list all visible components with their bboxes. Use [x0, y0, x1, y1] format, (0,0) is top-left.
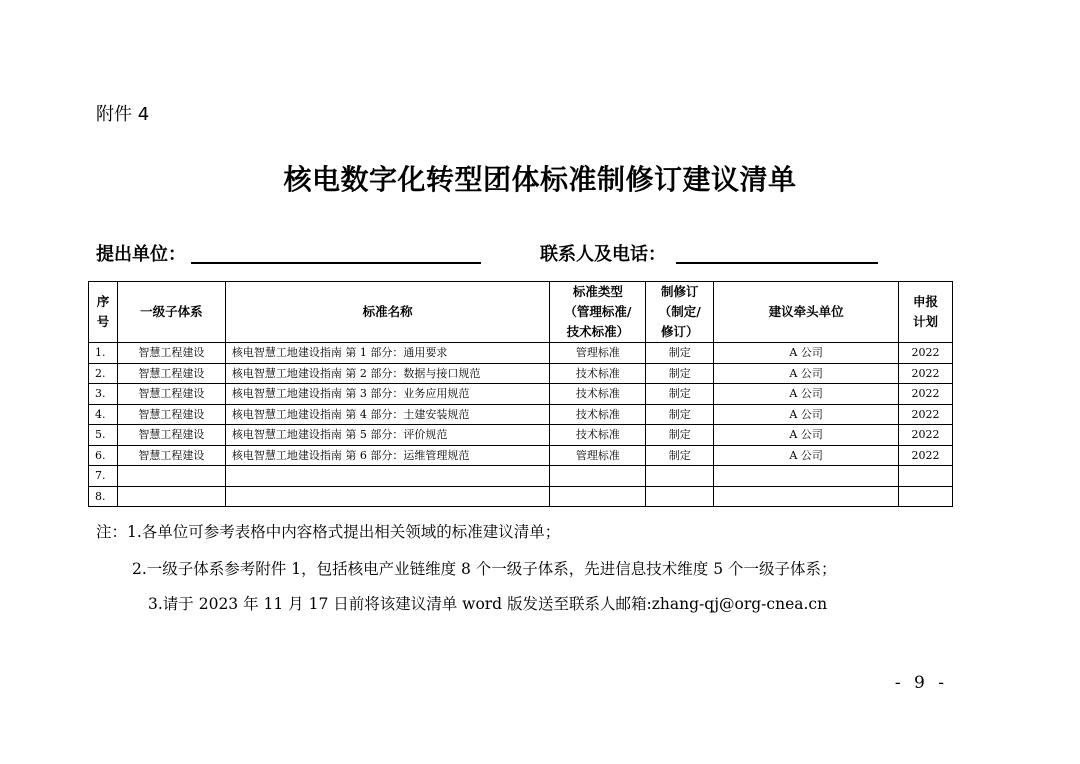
- cell-standard-type: 技术标准: [550, 425, 646, 446]
- cell-subsystem: 智慧工程建设: [117, 363, 225, 384]
- cell-revision: 制定: [646, 384, 714, 405]
- cell-seq: 8.: [89, 486, 118, 507]
- cell-seq: 3.: [89, 384, 118, 405]
- header-type-line: 标准类型: [572, 284, 623, 299]
- note-item: 3.请于 2023 年 11 月 17 日前将该建议清单 word 版发送至联系人邮箱:zhang-qj@org-cnea.cn: [148, 595, 828, 613]
- header-seq-line: 号: [96, 314, 110, 329]
- table-row: [89, 384, 953, 405]
- cell-plan: [898, 486, 952, 507]
- cell-standard-name: 核电智慧工地建设指南 第 5 部分：评价规范: [225, 425, 550, 446]
- header-type-line: （管理标准/: [564, 304, 632, 319]
- header-revision: [646, 282, 714, 343]
- cell-subsystem: 智慧工程建设: [117, 404, 225, 425]
- standards-table: [88, 281, 953, 507]
- cell-subsystem: [117, 466, 225, 487]
- cell-seq: 7.: [89, 466, 118, 487]
- cell-lead-unit: [714, 486, 899, 507]
- cell-standard-name: 核电智慧工地建设指南 第 2 部分：数据与接口规范: [225, 363, 550, 384]
- cell-plan: 2022: [898, 343, 952, 364]
- cell-subsystem: 智慧工程建设: [117, 343, 225, 364]
- header-lead-unit: 建议牵头单位: [714, 282, 899, 343]
- unit-label: 提出单位：: [96, 244, 186, 265]
- cell-subsystem: 智慧工程建设: [117, 445, 225, 466]
- cell-standard-type: 管理标准: [550, 445, 646, 466]
- header-revision-line: 制修订: [661, 284, 699, 299]
- cell-standard-name: 核电智慧工地建设指南 第 3 部分：业务应用规范: [225, 384, 550, 405]
- header-revision-line: （制定/: [658, 304, 701, 319]
- cell-seq: 4.: [89, 404, 118, 425]
- cell-seq: 6.: [89, 445, 118, 466]
- cell-standard-name: 核电智慧工地建设指南 第 4 部分：土建安装规范: [225, 404, 550, 425]
- header-standard-name: 标准名称: [225, 282, 550, 343]
- cell-revision: 制定: [646, 425, 714, 446]
- cell-lead-unit: [714, 466, 899, 487]
- table-header-row: [89, 282, 953, 343]
- cell-seq: 5.: [89, 425, 118, 446]
- cell-revision: 制定: [646, 404, 714, 425]
- header-seq: [89, 282, 118, 343]
- header-plan-line: 计划: [912, 314, 938, 329]
- cell-subsystem: 智慧工程建设: [117, 425, 225, 446]
- cell-plan: 2022: [898, 445, 952, 466]
- note-item: 2.一级子体系参考附件 1，包括核电产业链维度 8 个一级子体系，先进信息技术维度 5 个一级子体系；: [132, 560, 837, 578]
- table-row: [89, 363, 953, 384]
- attachment-label: 附件 4: [96, 104, 150, 125]
- cell-lead-unit: A 公司: [714, 404, 899, 425]
- cell-seq: 2.: [89, 363, 118, 384]
- cell-subsystem: [117, 486, 225, 507]
- cell-plan: 2022: [898, 425, 952, 446]
- table-row: [89, 425, 953, 446]
- cell-standard-type: 管理标准: [550, 343, 646, 364]
- cell-standard-name: 核电智慧工地建设指南 第 6 部分：运维管理规范: [225, 445, 550, 466]
- cell-plan: [898, 466, 952, 487]
- cell-standard-type: 技术标准: [550, 363, 646, 384]
- cell-plan: 2022: [898, 404, 952, 425]
- table-row: [89, 404, 953, 425]
- cell-standard-type: [550, 486, 646, 507]
- cell-revision: 制定: [646, 445, 714, 466]
- cell-revision: [646, 466, 714, 487]
- cell-lead-unit: A 公司: [714, 445, 899, 466]
- unit-blank-line: [191, 262, 481, 264]
- cell-lead-unit: A 公司: [714, 384, 899, 405]
- table-row: [89, 445, 953, 466]
- header-seq-line: 序: [96, 294, 110, 309]
- header-plan: [898, 282, 952, 343]
- cell-lead-unit: A 公司: [714, 343, 899, 364]
- header-subsystem: 一级子体系: [117, 282, 225, 343]
- cell-revision: 制定: [646, 363, 714, 384]
- cell-lead-unit: A 公司: [714, 363, 899, 384]
- table-row: [89, 486, 953, 507]
- document-title: 核电数字化转型团体标准制修订建议清单: [283, 163, 797, 196]
- note-item: 注：1.各单位可参考表格中内容格式提出相关领域的标准建议清单；: [96, 523, 561, 541]
- cell-standard-name: [225, 466, 550, 487]
- cell-seq: 1.: [89, 343, 118, 364]
- cell-subsystem: 智慧工程建设: [117, 384, 225, 405]
- cell-standard-name: [225, 486, 550, 507]
- cell-revision: 制定: [646, 343, 714, 364]
- header-revision-line: 修订）: [661, 324, 699, 339]
- page-number: - 9 -: [894, 673, 948, 693]
- table-row: [89, 466, 953, 487]
- cell-revision: [646, 486, 714, 507]
- header-type-line: 技术标准）: [566, 324, 630, 339]
- cell-lead-unit: A 公司: [714, 425, 899, 446]
- cell-plan: 2022: [898, 363, 952, 384]
- cell-plan: 2022: [898, 384, 952, 405]
- cell-standard-type: 技术标准: [550, 404, 646, 425]
- header-plan-line: 申报: [912, 294, 938, 309]
- contact-blank-line: [676, 262, 878, 264]
- table-row: [89, 343, 953, 364]
- cell-standard-name: 核电智慧工地建设指南 第 1 部分：通用要求: [225, 343, 550, 364]
- cell-standard-type: [550, 466, 646, 487]
- contact-label: 联系人及电话：: [540, 244, 666, 265]
- header-standard-type: [550, 282, 646, 343]
- cell-standard-type: 技术标准: [550, 384, 646, 405]
